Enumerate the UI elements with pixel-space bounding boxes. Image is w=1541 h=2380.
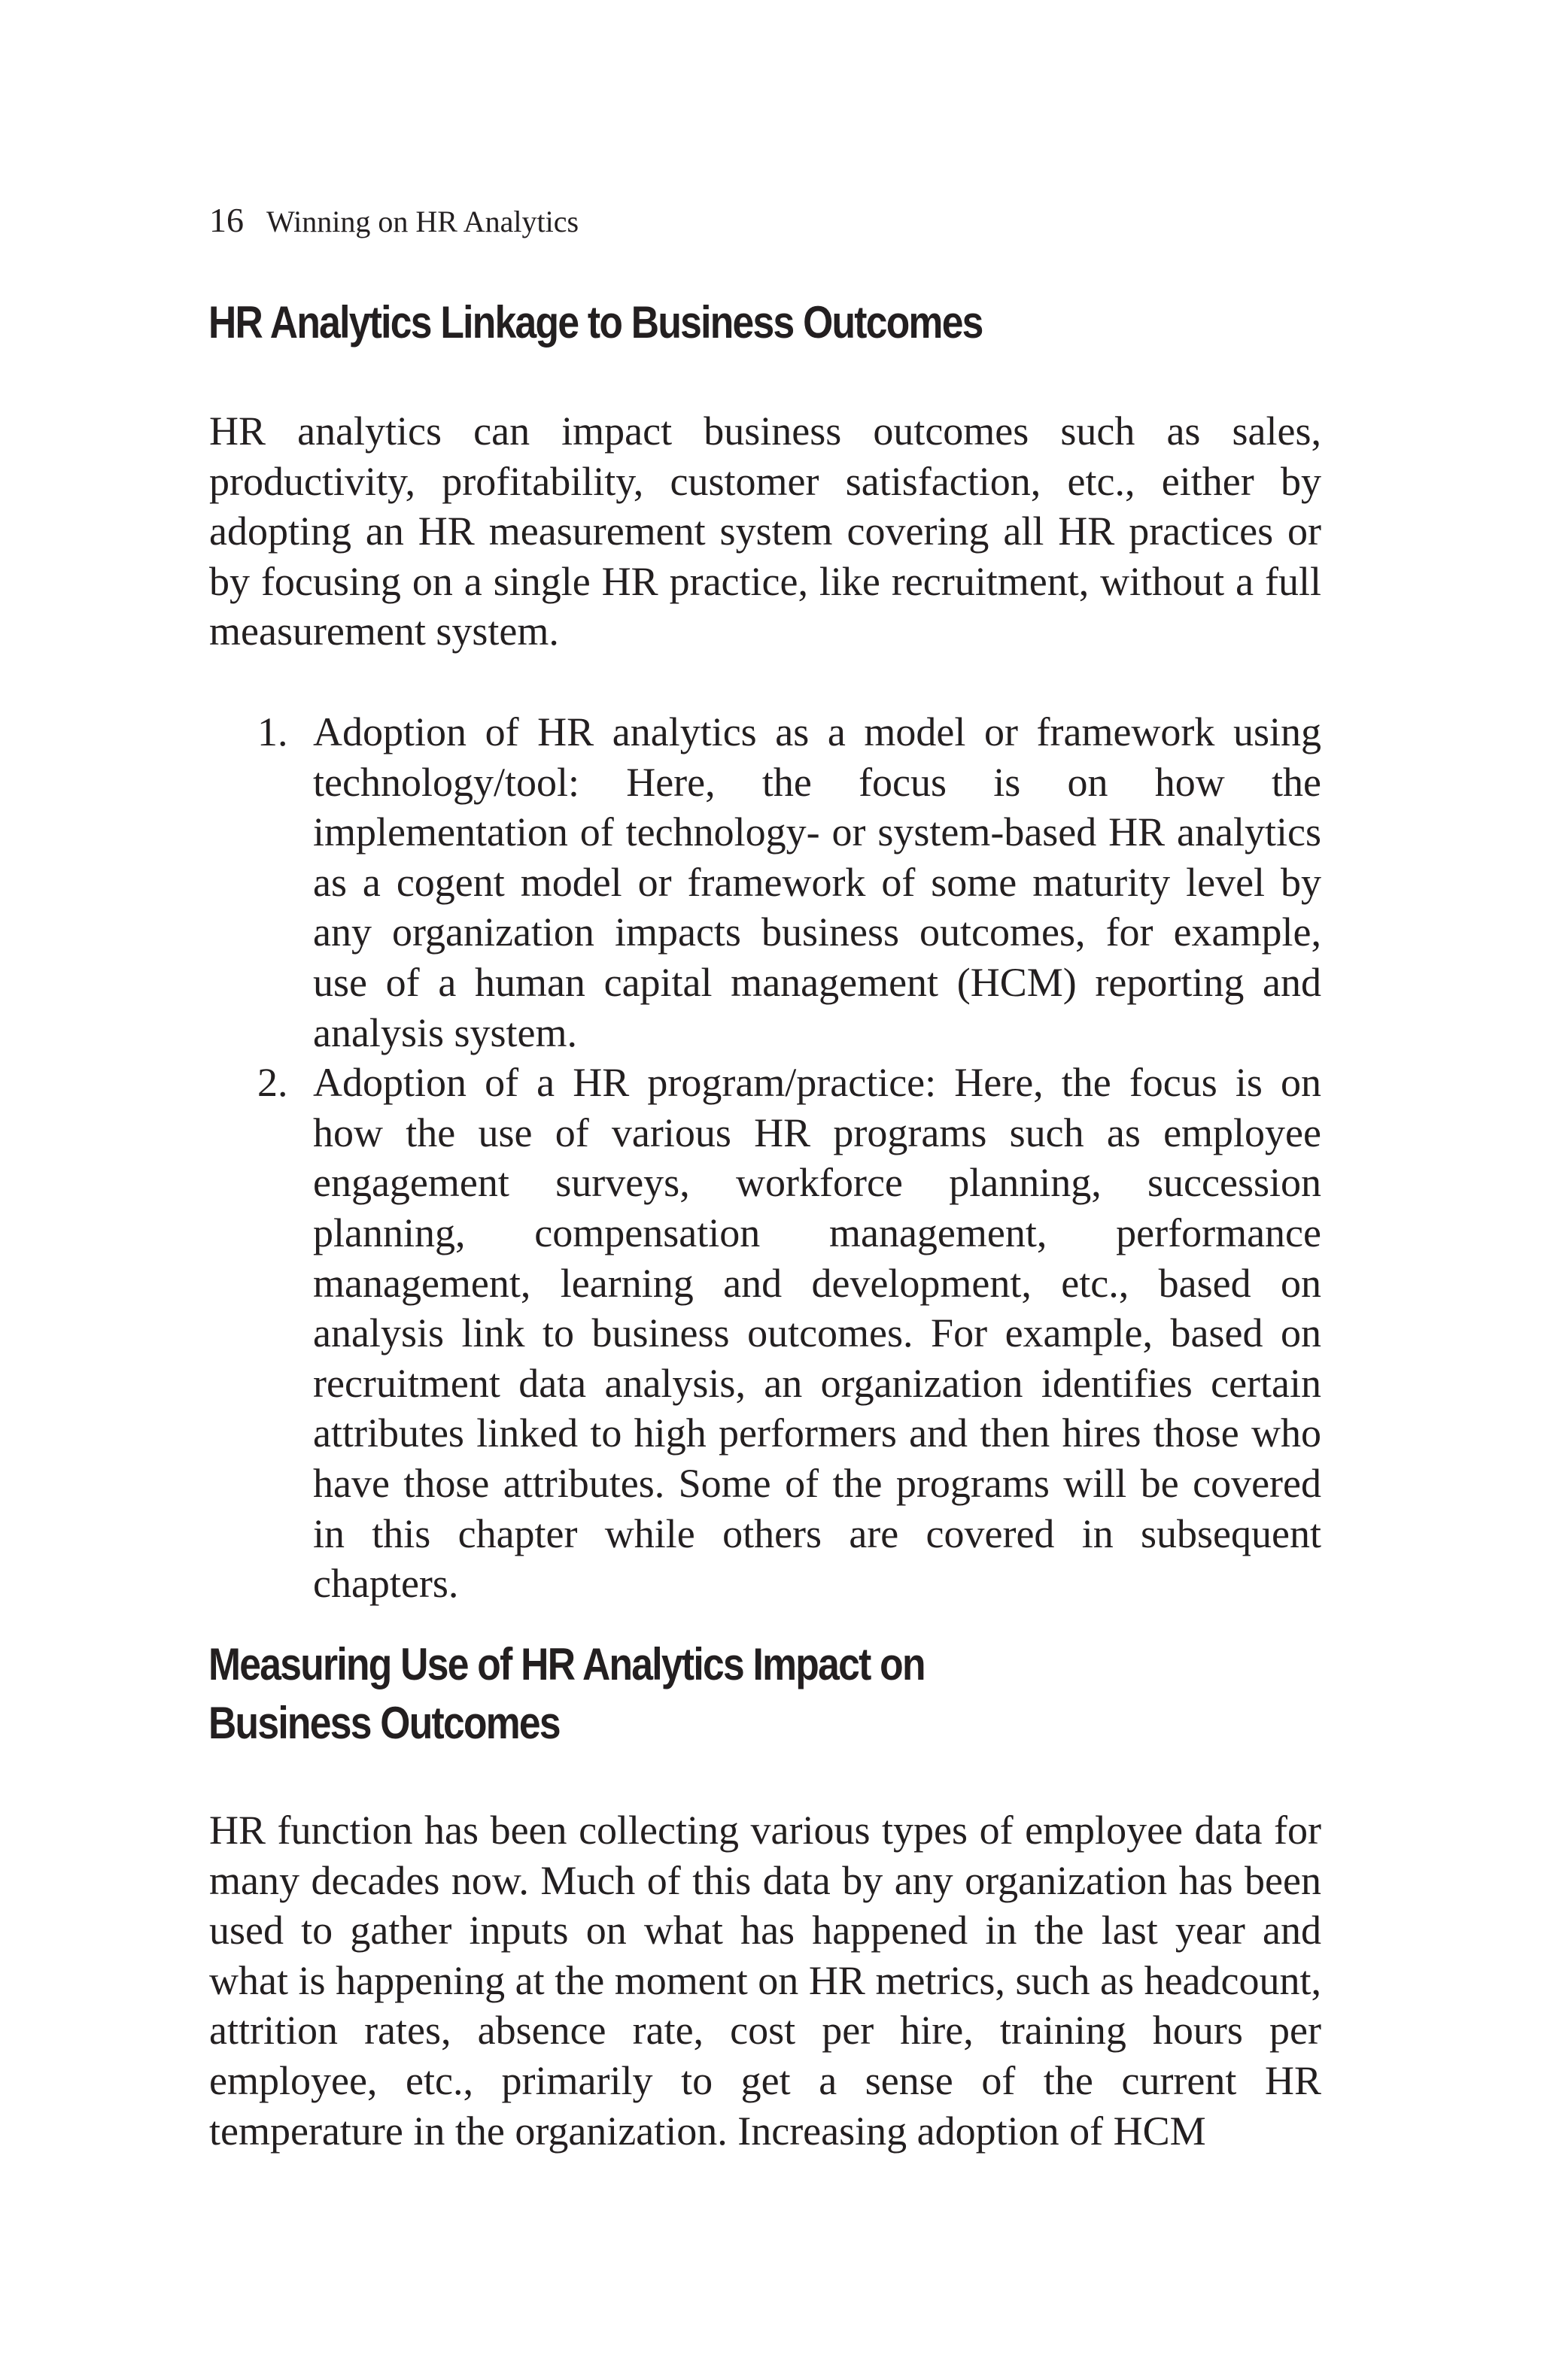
list-item-text: Adoption of HR analytics as a model or framework using technology/tool: Here, the focus is on how the implementation of technology- or system-based HR analytics as a cogent model or framework of some maturity level by any organization impacts business outcomes, for example, use of a human capital management (HCM) reporting and analysis system. bbox=[313, 709, 1321, 1055]
list-item-text: Adoption of a HR program/practice: Here, the focus is on how the use of various HR programs such as employee engagement surveys, workforce planning, succession planning, compensation management, performance management, learning and development, etc., based on analysis link to business outcomes. For example, based on recruitment data analysis, an organization identifies certain attributes linked to high performers and then hires those who have those attributes. Some of the programs will be covered in this chapter while others are covered in subsequent chapters. bbox=[313, 1060, 1321, 1607]
section-heading-line: Measuring Use of HR Analytics Impact on bbox=[208, 1639, 925, 1689]
list-item-number: 2. bbox=[257, 1060, 288, 1106]
list-item bbox=[209, 1058, 1321, 1609]
list-item-number: 1. bbox=[257, 709, 288, 754]
section-paragraph: HR analytics can impact business outcomes such as sales, productivity, profitability, customer satisfaction, etc., either by adopting an HR measurement system covering all HR practices or by focusing on a single HR practice, like recruitment, without a full measurement system. bbox=[209, 408, 1321, 654]
section-paragraph: HR function has been collecting various types of employee data for many decades now. Much of this data by any organization has been used to gather inputs on what has happened in the last year and what is happening at the moment on HR metrics, such as headcount, attrition rates, absence rate, cost per hire, training hours per employee, etc., primarily to get a sense of the current HR temperature in the organization. Increasing adoption of HCM bbox=[209, 1808, 1321, 2154]
running-head bbox=[209, 200, 579, 240]
section-heading-line: Business Outcomes bbox=[208, 1698, 560, 1748]
list-item bbox=[209, 707, 1321, 1058]
numbered-list bbox=[209, 707, 1321, 1609]
book-title: Winning on HR Analytics bbox=[266, 205, 579, 238]
section-heading: HR Analytics Linkage to Business Outcomes bbox=[208, 297, 983, 348]
section-heading bbox=[208, 1635, 925, 1753]
page-number: 16 bbox=[209, 201, 244, 239]
